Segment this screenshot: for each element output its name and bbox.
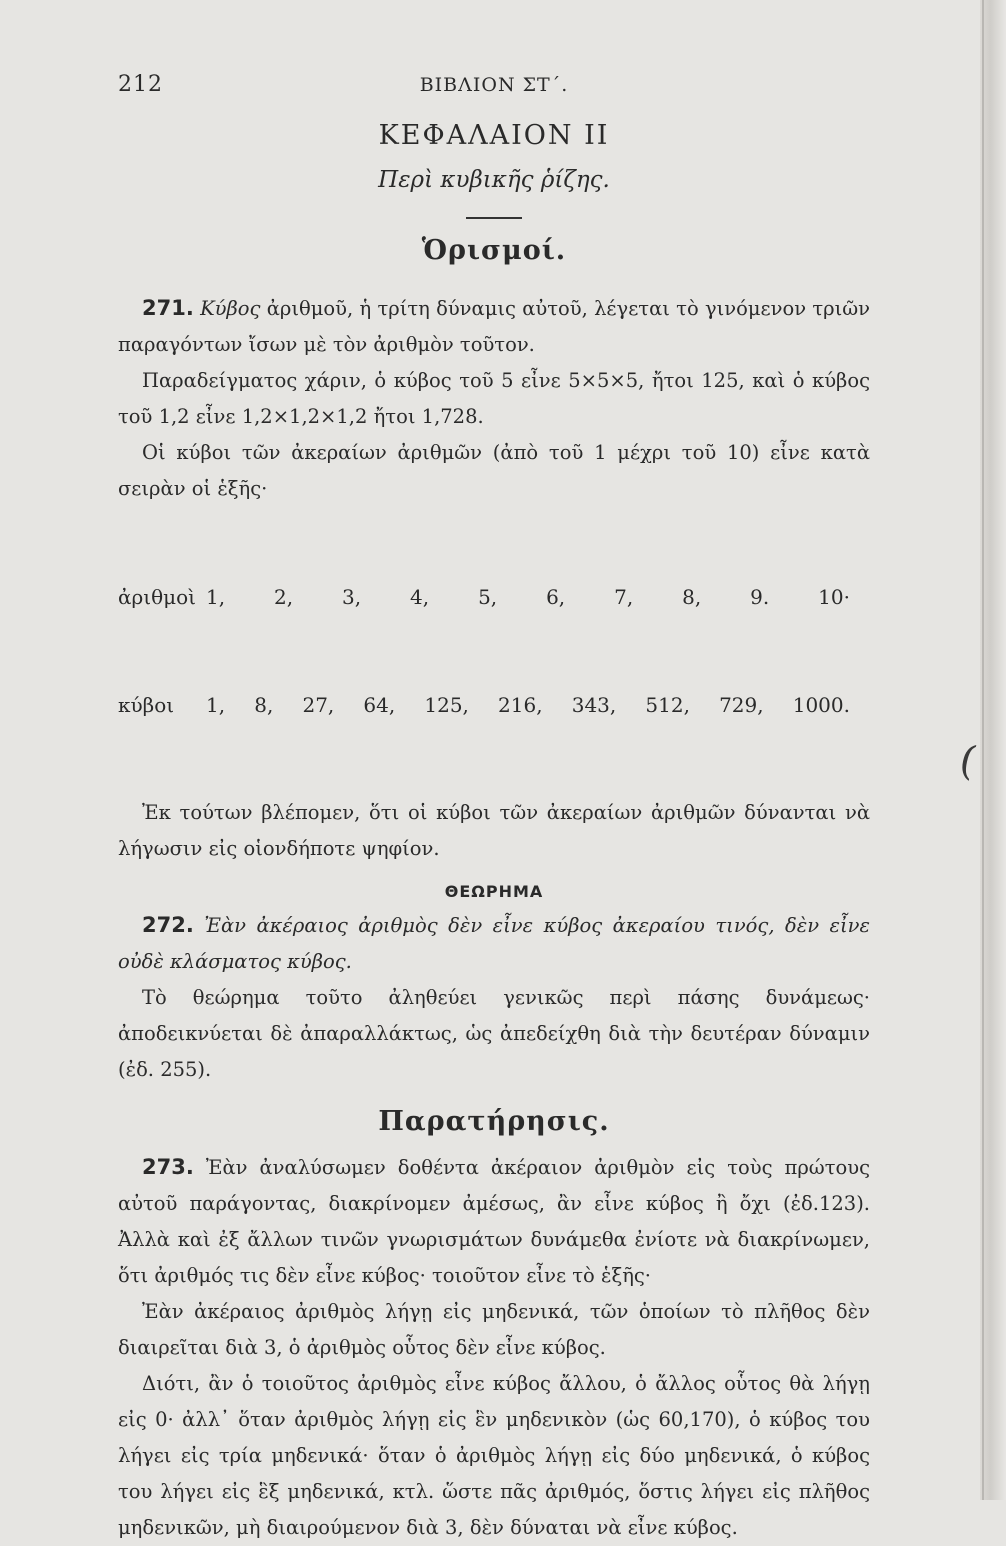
table-cell: 343, [571,693,617,717]
paragraph-271 [118,290,870,363]
paragraph-text: Ἐὰν ἀναλύσωμεν δοθέντα ἀκέραιον ἀριθμὸν εἰς τοὺς πρώτους αὐτοῦ παράγοντας, διακρίνομεν ἀμέσως, ἂν εἶνε κύβος ἢ ὄχι (ἐδ.123). Ἀλλὰ καὶ ἐξ ἄλλων τινῶν γνωρισμάτων δυνάμεθα ἐνίοτε νὰ διακρίνωμεν, ὅτι ἀριθμός τις δὲν εἶνε κύβος· τοιοῦτον εἶνε τὸ ἑξῆς· [118,1156,870,1287]
numbers-row [118,579,870,615]
conclusion-paragraph: Ἐκ τούτων βλέπομεν, ὅτι οἱ κύβοι τῶν ἀκεραίων ἀριθμῶν δύνανται νὰ λήγωσιν εἰς οἱονδήποτε ψηφίον. [118,801,870,860]
paragraph-number: 272. [142,913,194,937]
table-cell: 7, [614,585,634,609]
cubes-row [118,687,870,723]
theorem-text: Ἐὰν ἀκέραιος ἀριθμὸς δὲν εἶνε κύβος ἀκεραίου τινός, δὲν εἶνε οὐδὲ κλάσματος κύβος. [118,914,870,973]
paragraph-text: ἀριθμοῦ, ἡ τρίτη δύναμις αὐτοῦ, λέγεται τὸ γινόμενον τριῶν παραγόντων ἴσων μὲ τὸν ἀριθμὸν τοῦτον. [118,297,871,356]
table-cell: 1, [206,693,226,717]
table-cell: 2, [274,585,294,609]
cubes-intro-paragraph: Οἱ κύβοι τῶν ἀκεραίων ἀριθμῶν (ἀπὸ τοῦ 1 μέχρι τοῦ 10) εἶνε κατὰ σειρὰν οἱ ἑξῆς· [118,441,870,500]
theorem-label: ΘΕΩΡΗΜΑ [444,882,544,901]
table-cell: 3, [342,585,362,609]
zeros-paragraph: Ἐὰν ἀκέραιος ἀριθμὸς λήγῃ εἰς μηδενικά, τῶν ὁποίων τὸ πλῆθος δὲν διαιρεῖται διὰ 3, ὁ ἀριθμὸς οὗτος δὲν εἶνε κύβος. [118,1300,870,1359]
running-head [118,60,870,110]
table-cell: 64, [363,693,396,717]
paragraph-number: 273. [142,1155,194,1179]
table-cell: 8, [682,585,702,609]
page [118,60,870,1546]
table-cell: 8, [254,693,274,717]
page-number: 212 [118,72,163,97]
theorem-proof: Τὸ θεώρημα τοῦτο ἀληθεύει γενικῶς περὶ πάσης δυνάμεως· ἀποδεικνύεται δὲ ἀπαραλλάκτως, ὡς ἀπεδείχθη διὰ τὴν δευτέραν δύναμιν (ἐδ. 255). [118,986,870,1081]
theorem-statement [118,907,870,980]
numbers-label: ἀριθμοὶ [118,585,197,609]
paragraph-273 [118,1149,870,1294]
cubes-cells [206,687,870,723]
table-cell: 4, [410,585,430,609]
section-rule [466,217,522,219]
table-cell: 512, [645,693,690,717]
table-cell: 6, [546,585,566,609]
defined-term: Κύβος [200,297,261,320]
margin-bracket-mark: ( [955,736,981,786]
chapter-title: ΚΕΦΑΛΑΙΟΝ ΙΙ [378,120,610,151]
table-cell: 729, [719,693,764,717]
cubes-label: κύβοι [118,693,175,717]
book-label: ΒΙΒΛΙΟΝ ΣΤ΄. [419,74,569,96]
table-cell: 27, [302,693,335,717]
reason-paragraph: Διότι, ἂν ὁ τοιοῦτος ἀριθμὸς εἶνε κύβος ἄλλου, ὁ ἄλλος οὗτος θὰ λήγῃ εἰς 0· ἀλλ᾽ ὅταν ἀριθμὸς λήγῃ εἰς ἓν μηδενικὸν (ὡς 60,170), ὁ κύβος του λήγει εἰς τρία μηδενικά· ὅταν ὁ ἀριθμὸς λήγῃ εἰς δύο μηδενικά, ὁ κύβος του λήγει εἰς ἓξ μηδενικά, κτλ. ὥστε πᾶς ἀριθμός, ὅστις λήγει εἰς πλῆθος μηδενικῶν, μὴ διαιρούμενον διὰ 3, δὲν δύναται νὰ εἶνε κύβος. [118,1372,870,1539]
table-cell: 1000. [792,693,850,717]
numbers-cells [206,579,870,615]
chapter-subtitle: Περὶ κυβικῆς ῥίζης. [378,167,610,193]
table-cell: 125, [424,693,469,717]
definitions-heading: Ὁρισμοί. [421,235,567,266]
table-cell: 5, [478,585,498,609]
table-cell: 216, [498,693,543,717]
cube-table [118,507,870,795]
remarks-heading: Παρατήρησις. [378,1106,610,1137]
table-cell: 10· [818,585,850,609]
table-cell: 1, [206,585,226,609]
paragraph-number: 271. [142,296,194,320]
table-cell: 9. [750,585,770,609]
example-paragraph: Παραδείγματος χάριν, ὁ κύβος τοῦ 5 εἶνε 5×5×5, ἤτοι 125, καὶ ὁ κύβος τοῦ 1,2 εἶνε 1,2×1,2×1,2 ἤτοι 1,728. [118,369,870,428]
page-edge-line [982,0,984,1500]
